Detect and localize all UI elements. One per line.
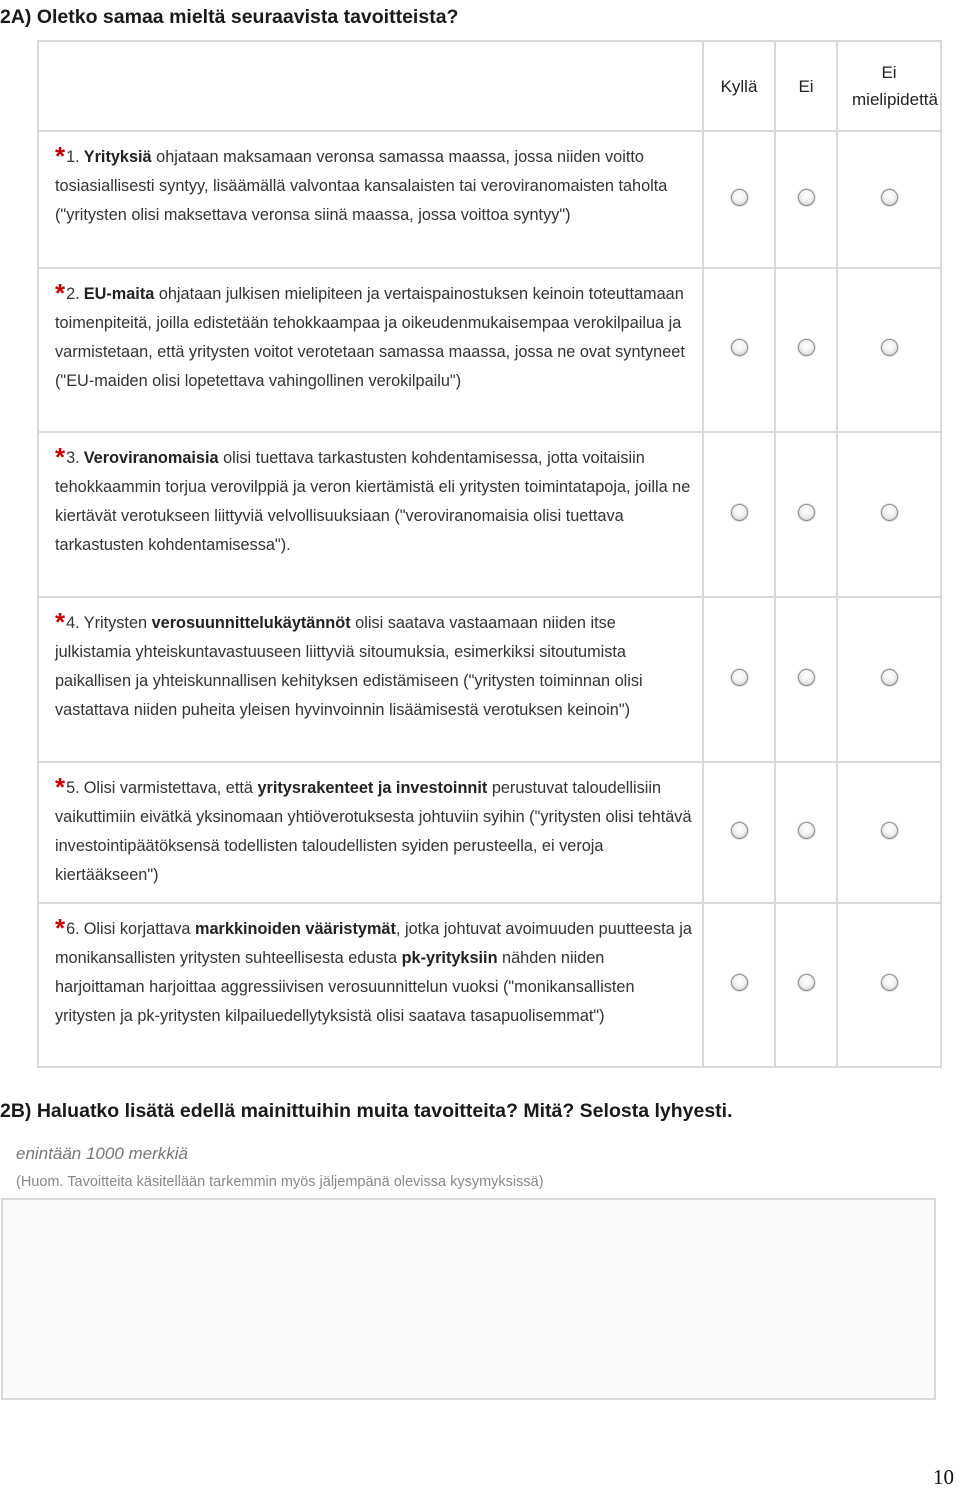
question-text-3: *3. Veroviranomaisia olisi tuettava tarkastusten kohdentamisessa, jotta voitaisiin tehokkaammin torjua verovilppiä ja veron kiertämistä eli yritysten toimintatapoja, joilla ne kiertävät verotukseen liittyviä velvollisuuksiaan ("veroviranomaisia olisi tuettava tarkastusten kohdentamisessa"). [38, 432, 703, 597]
radio-q4-no[interactable] [798, 669, 815, 686]
question-row-4 [38, 597, 941, 762]
required-star: * [55, 913, 66, 943]
radio-q6-no[interactable] [798, 974, 815, 991]
character-limit-note: enintään 1000 merkkiä [16, 1144, 189, 1163]
required-star: * [55, 772, 66, 802]
page-number: 10 [933, 1465, 954, 1489]
radio-q1-no-opinion[interactable] [881, 189, 898, 206]
question-text-4: *4. Yritysten verosuunnittelukäytännöt olisi saatava vastaamaan niiden itse julkistamia yhteiskuntavastuuseen liittyviä sitoumuksia, esimerkiksi sitoutumista paikallisen ja yhteiskunnallisen kehityksen edistämiseen ("yritysten toiminnan olisi vastattava niiden puheita yleisen hyvinvoinnin lisäämisestä verotuksen keinoin") [38, 597, 703, 762]
question-row-2 [38, 268, 941, 432]
question-row-5 [38, 762, 941, 903]
radio-q5-yes[interactable] [731, 822, 748, 839]
radio-q5-no[interactable] [798, 822, 815, 839]
required-star: * [55, 607, 66, 637]
column-header-yes: Kyllä [703, 41, 775, 131]
matrix-header-row [38, 41, 941, 131]
radio-q3-no[interactable] [798, 504, 815, 521]
required-star: * [55, 442, 66, 472]
question-row-1 [38, 131, 941, 268]
header-blank-cell [38, 41, 703, 131]
radio-q2-no-opinion[interactable] [881, 339, 898, 356]
column-header-no-opinion: Ei mielipidettä [837, 41, 941, 131]
hint-text: (Huom. Tavoitteita käsitellään tarkemmin myös jäljempänä olevissa kysymyksissä) [16, 1174, 544, 1190]
radio-q5-no-opinion[interactable] [881, 822, 898, 839]
radio-q3-yes[interactable] [731, 504, 748, 521]
radio-q6-yes[interactable] [731, 974, 748, 991]
question-text-1: *1. Yrityksiä ohjataan maksamaan veronsa samassa maassa, jossa niiden voitto tosiasiallisesti syntyy, lisäämällä valvontaa kansalaisten tai veroviranomaisten taholta ("yritysten olisi maksettava veronsa siinä maassa, jossa voittoa syntyy") [38, 131, 703, 268]
question-row-6 [38, 903, 941, 1067]
question-row-3 [38, 432, 941, 597]
question-matrix [37, 40, 942, 1068]
radio-q6-no-opinion[interactable] [881, 974, 898, 991]
question-text-5: *5. Olisi varmistettava, että yritysrakenteet ja investoinnit perustuvat taloudellisiin vaikuttimiin eivätkä yksinomaan yhtiöverotuksesta johtuviin syihin ("yritysten olisi tehtävä investointipäätöksensä todellisten taloudellisten syiden perusteella, ei veroja kiertääkseen") [38, 762, 703, 903]
section-2a-title: 2A) Oletko samaa mieltä seuraavista tavoitteista? [0, 6, 459, 28]
required-star: * [55, 141, 66, 171]
question-text-6: *6. Olisi korjattava markkinoiden vääristymät, jotka johtuvat avoimuuden puutteesta ja monikansallisten yritysten suhteellisesta edusta pk-yrityksiin nähden niiden harjoittaman harjoittaa aggressiivisen verosuunnittelun vuoksi ("monikansallisten yritysten ja pk-yritysten kilpailuedellytyksistä olisi saatava tasapuolisemmat") [38, 903, 703, 1067]
column-header-no: Ei [775, 41, 837, 131]
additional-goals-textarea[interactable] [1, 1198, 936, 1400]
radio-q1-no[interactable] [798, 189, 815, 206]
question-text-2: *2. EU-maita ohjataan julkisen mielipiteen ja vertaispainostuksen keinoin toteuttamaan toimenpiteitä, joilla edistetään tehokkaampaa ja oikeudenmukaisempaa verokilpailua ja varmistetaan, että yritysten voitot verotetaan samassa maassa, jossa ne ovat syntyneet ("EU-maiden olisi lopetettava vahingollinen verokilpailu") [38, 268, 703, 432]
radio-q4-yes[interactable] [731, 669, 748, 686]
radio-q2-yes[interactable] [731, 339, 748, 356]
radio-q3-no-opinion[interactable] [881, 504, 898, 521]
radio-q4-no-opinion[interactable] [881, 669, 898, 686]
radio-q1-yes[interactable] [731, 189, 748, 206]
radio-q2-no[interactable] [798, 339, 815, 356]
required-star: * [55, 278, 66, 308]
section-2b-title: 2B) Haluatko lisätä edellä mainittuihin muita tavoitteita? Mitä? Selosta lyhyesti. [0, 1100, 733, 1122]
